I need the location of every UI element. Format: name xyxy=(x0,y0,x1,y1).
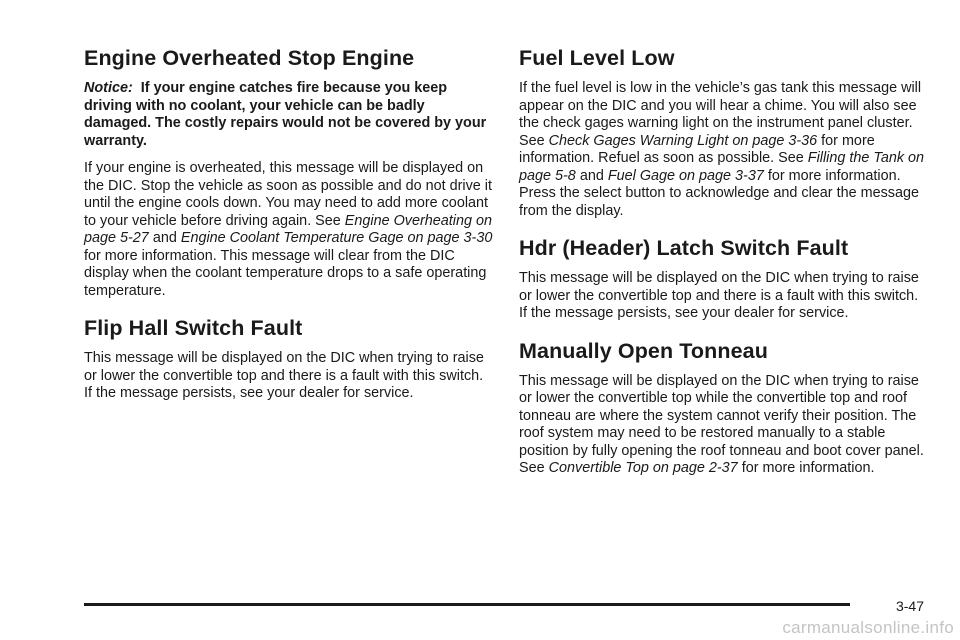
flip-hall-paragraph: This message will be displayed on the DIC when trying to raise or lower the convertible top and there is a fault with this switch. If the message persists, see your dealer for service. xyxy=(84,350,484,401)
body-text: for more information. This message will clear from the DIC display when the coolant temperature drops to a safe operating temperature. xyxy=(84,247,487,299)
footer-rule xyxy=(84,603,850,606)
body-text: If the fuel level is low in the vehicle’s gas tank this message will appear on the DIC and you will hear a chime. You will also see the check gages warning light on the instrument panel cluster. See xyxy=(519,80,922,149)
body-text: and xyxy=(579,167,604,184)
body-text: for more information. Refuel as soon as possible. See xyxy=(519,132,875,166)
body-text: If your engine is overheated, this message will be displayed on the DIC. Stop the vehicle as soon as possible and do not drive it until the engine cools down. You may need to add more coolant to your vehicle before driving again. See xyxy=(84,160,492,229)
right-column xyxy=(519,44,929,488)
body-text: and xyxy=(152,230,177,246)
xref-check-gages-warning-light[interactable]: Check Gages Warning Light on page 3-36 xyxy=(548,132,818,149)
watermark: carmanualsonline.info xyxy=(782,618,954,637)
section-title-engine-overheated: Engine Overheated Stop Engine xyxy=(84,46,415,70)
xref-convertible-top[interactable]: Convertible Top on page 2-37 xyxy=(548,460,738,476)
left-column xyxy=(84,44,494,413)
tonneau-paragraph xyxy=(519,373,929,478)
xref-filling-the-tank[interactable]: Filling the Tank on page 5-8 xyxy=(519,150,925,184)
notice-label: Notice: xyxy=(84,80,133,96)
section-title-header-latch-switch-fault: Hdr (Header) Latch Switch Fault xyxy=(519,236,849,260)
body-text: for more information. Press the select button to acknowledge and clear the message from the display. xyxy=(519,167,919,219)
notice-paragraph xyxy=(84,80,494,150)
notice-text: If your engine catches fire because you keep driving with no coolant, your vehicle can be badly damaged. The costly repairs would not be covered by your warranty. xyxy=(84,80,487,149)
xref-engine-overheating[interactable]: Engine Overheating on page 5-27 xyxy=(84,212,493,246)
section-title-flip-hall-switch-fault: Flip Hall Switch Fault xyxy=(84,316,303,340)
body-text: This message will be displayed on the DIC when trying to raise or lower the convertible top while the convertible top and roof tonneau are where the system cannot verify their position. The roof system may need to be restored manually to a stable position by fully opening the roof tonneau and boot cover panel. See xyxy=(519,372,924,476)
section-title-manually-open-tonneau: Manually Open Tonneau xyxy=(519,338,768,363)
engine-overheated-paragraph xyxy=(84,160,494,300)
header-latch-paragraph: This message will be displayed on the DIC when trying to raise or lower the convertible top and there is a fault with this switch. If the message persists, see your dealer for service. xyxy=(519,270,919,321)
xref-fuel-gage[interactable]: Fuel Gage on page 3-37 xyxy=(607,167,764,184)
section-title-fuel-level-low: Fuel Level Low xyxy=(519,46,675,70)
body-text: for more information. xyxy=(741,460,875,476)
xref-coolant-temperature-gage[interactable]: Engine Coolant Temperature Gage on page 3-30 xyxy=(180,230,493,246)
fuel-level-paragraph xyxy=(519,80,929,220)
page-number: 3-47 xyxy=(895,598,924,614)
